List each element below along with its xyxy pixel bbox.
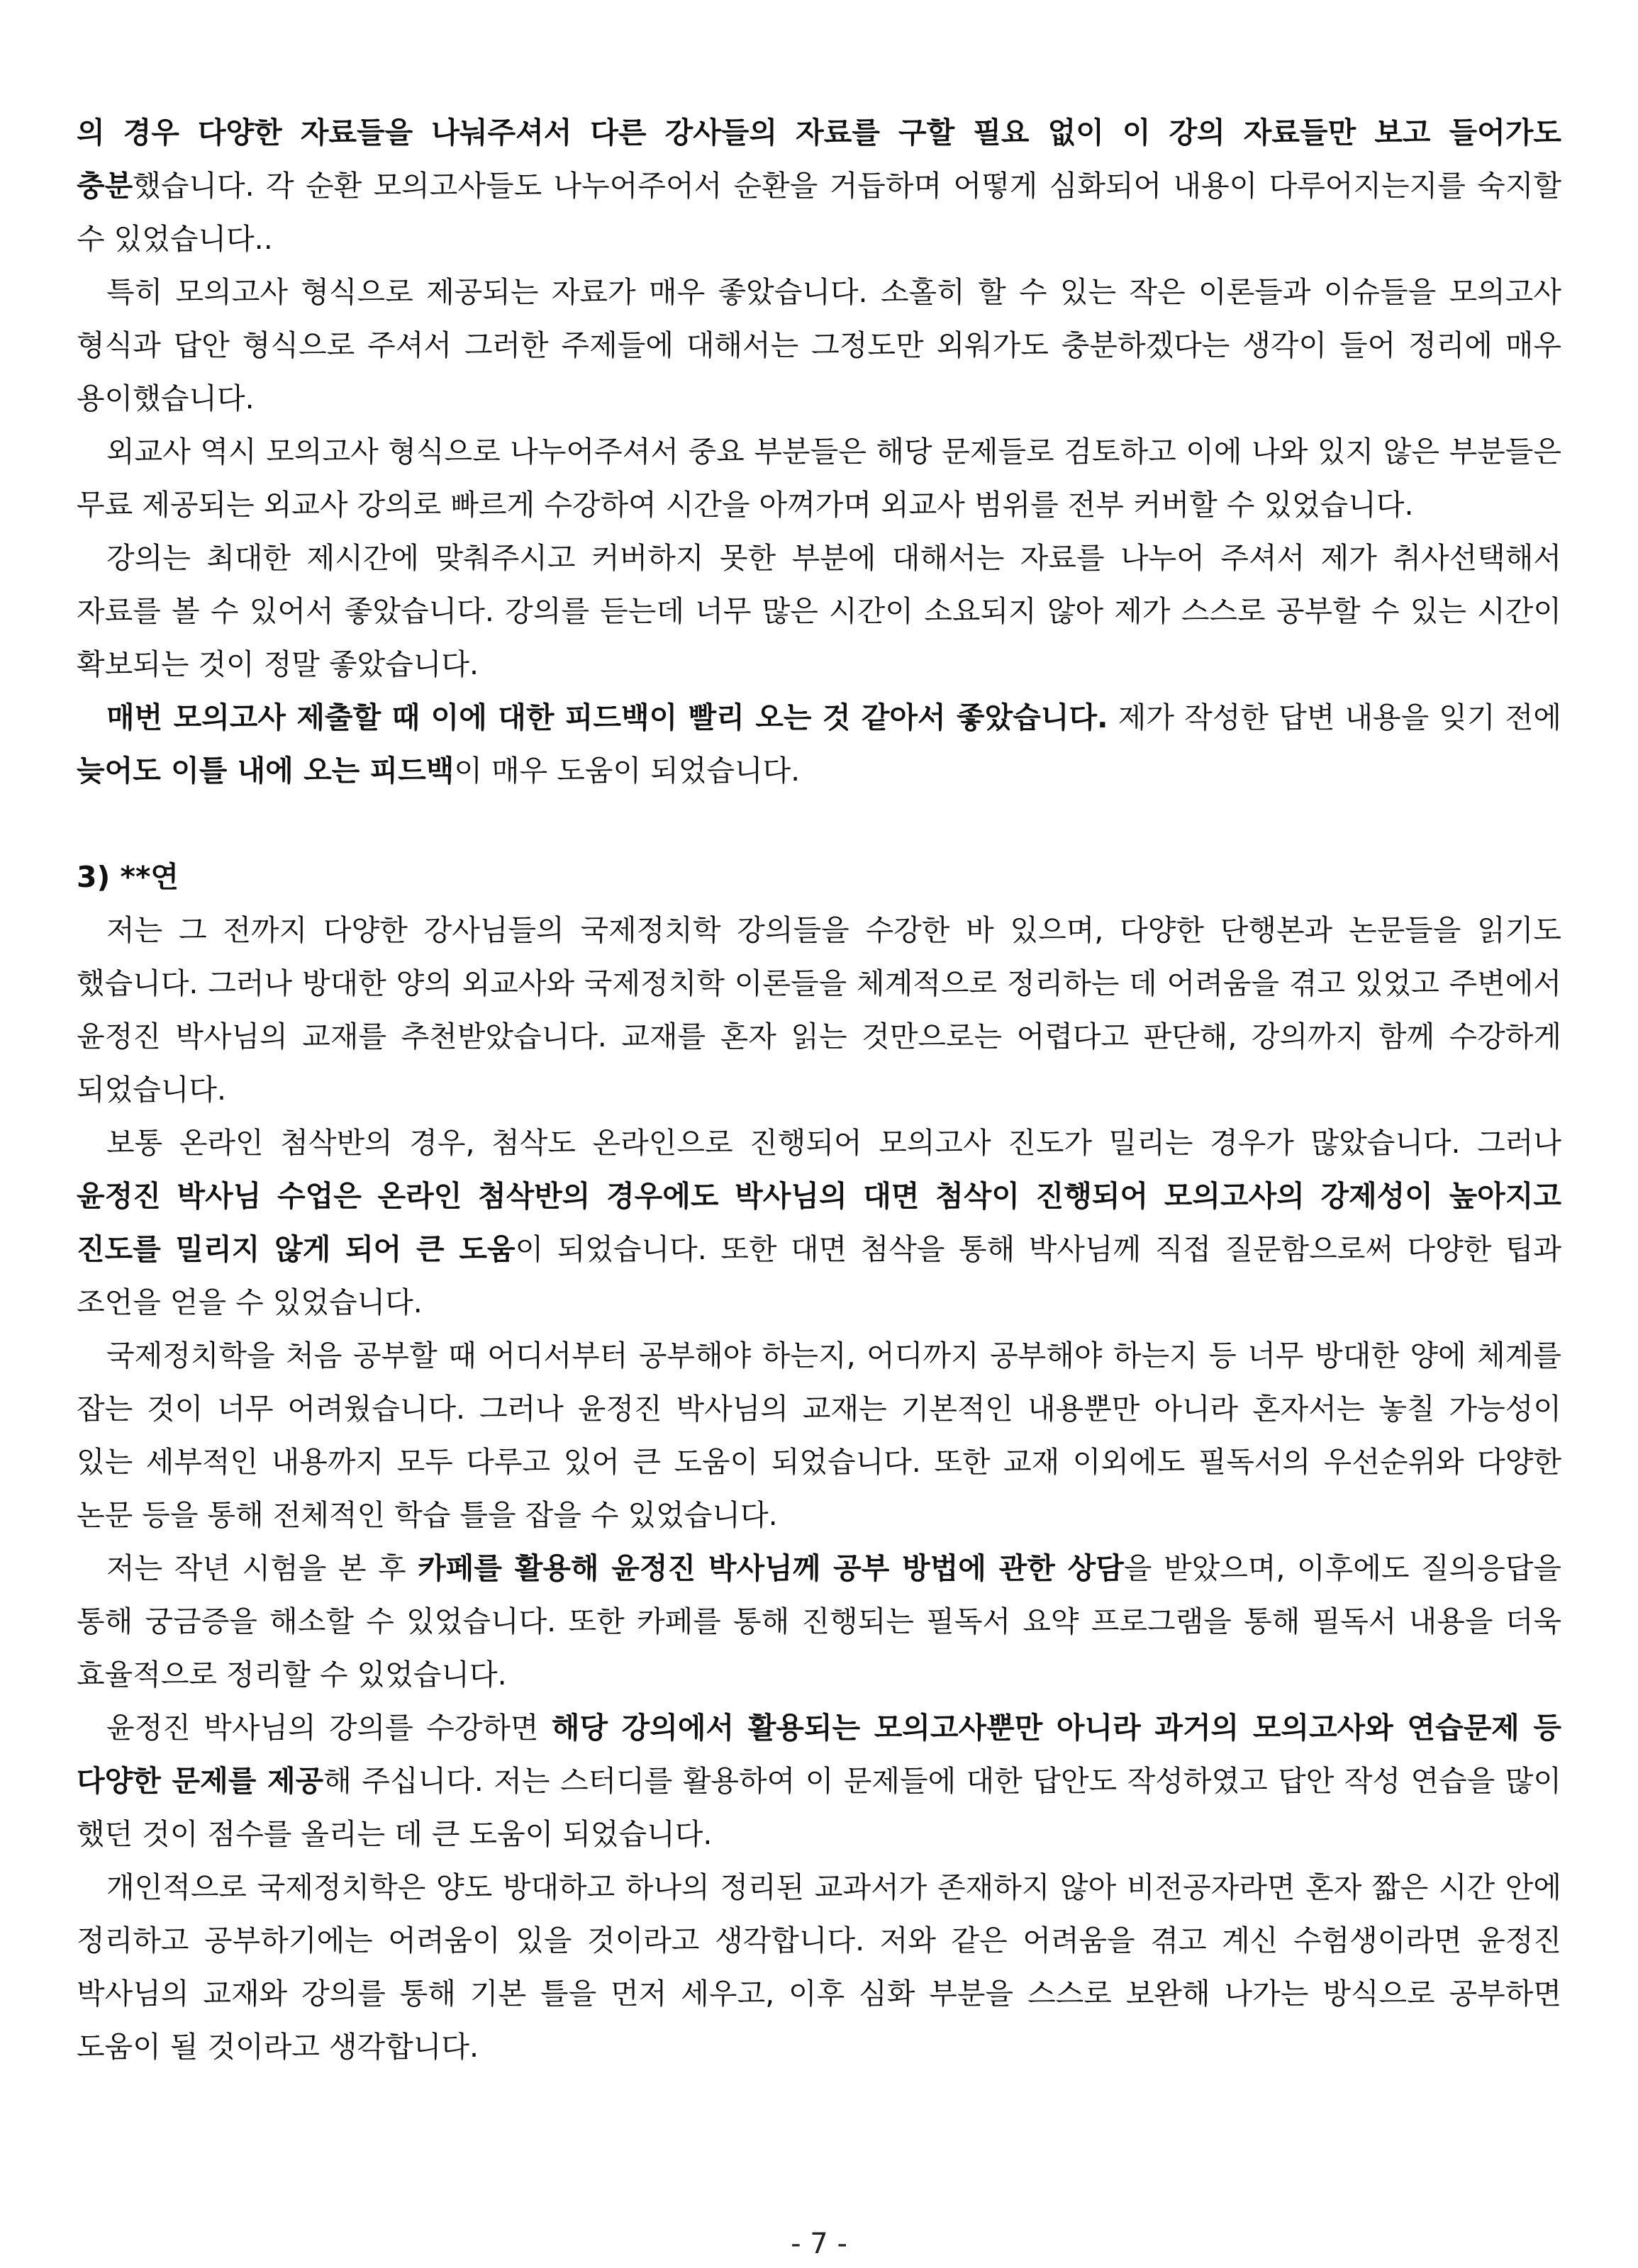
paragraph — [77, 691, 1561, 798]
bold-text: 윤정진 박사님 수업은 온라인 첨삭반의 경우에도 박사님의 대면 첨삭이 진행되어 모의고사의 강제성이 높아지고 진도를 밀리지 않게 되어 큰 도움 — [77, 1179, 1561, 1266]
paragraph-text: 저는 작년 시험을 본 후 — [106, 1551, 418, 1585]
paragraph-text: 제가 작성한 답변 내용을 잊기 전에 — [1108, 700, 1561, 734]
section-heading: 3) **연 — [77, 860, 179, 894]
bold-text: 카페를 활용해 윤정진 박사님께 공부 방법에 관한 상담 — [418, 1551, 1124, 1585]
bold-text: 의 경우 다양한 자료들을 나눠주셔서 다른 강사들의 자료를 구할 필요 없이 이 강의 자료들만 보고 들어가도 충분 — [77, 116, 1561, 203]
paragraph — [77, 1117, 1561, 1329]
paragraph: 개인적으로 국제정치학은 양도 방대하고 하나의 정리된 교과서가 존재하지 않아 비전공자라면 혼자 짧은 시간 안에 정리하고 공부하기에는 어려움이 있을 것이라고 생각합니다. 저와 같은 어려움을 겪고 계신 수험생이라면 윤정진 박사님의 교재와 강의를 통해 기본 틀을 먼저 세우고, 이후 심화 부분을 스스로 보완해 나가는 방식으로 공부하면 도움이 될 것이라고 생각합니다. — [77, 1870, 1561, 2064]
paragraph — [77, 106, 1561, 266]
paragraph: 특히 모의고사 형식으로 제공되는 자료가 매우 좋았습니다. 소홀히 할 수 있는 작은 이론들과 이슈들을 모의고사 형식과 답안 형식으로 주셔서 그러한 주제들에 대해서는 그정도만 외워가도 충분하겠다는 생각이 들어 정리에 매우 용이했습니다. — [77, 275, 1561, 415]
bold-text: 해당 강의에서 활용되는 모의고사뿐만 아니라 과거의 모의고사와 연습문제 등 다양한 문제를 제공 — [77, 1711, 1561, 1798]
paragraph-text: 을 받았으며, 이후에도 질의응답을 통해 궁금증을 해소할 수 있었습니다. 또한 카페를 통해 진행되는 필독서 요약 프로그램을 통해 필독서 내용을 더욱 효율적으로 정리할 수 있었습니다. — [77, 1551, 1561, 1692]
paragraph-text: 이 매우 도움이 되었습니다. — [454, 754, 801, 788]
paragraph — [77, 1702, 1561, 1861]
bold-text: 매번 모의고사 제출할 때 이에 대한 피드백이 빨리 오는 것 같아서 좋았습니다. — [106, 700, 1108, 734]
bold-text: 늦어도 이틀 내에 오는 피드백 — [77, 754, 455, 788]
page-number: - 7 - — [791, 2228, 847, 2260]
paragraph-text: 보통 온라인 첨삭반의 경우, 첨삭도 온라인으로 진행되어 모의고사 진도가 밀리는 경우가 많았습니다. 그러나 — [106, 1126, 1561, 1160]
paragraph-text: 했습니다. 각 순환 모의고사들도 나누어주어서 순환을 거듭하며 어떻게 심화되어 내용이 다루어지는지를 숙지할 수 있었습니다.. — [77, 169, 1561, 256]
paragraph — [77, 1542, 1561, 1702]
paragraph: 강의는 최대한 제시간에 맞춰주시고 커버하지 못한 부분에 대해서는 자료를 나누어 주셔서 제가 취사선택해서 자료를 볼 수 있어서 좋았습니다. 강의를 듣는데 너무 많은 시간이 소요되지 않아 제가 스스로 공부할 수 있는 시간이 확보되는 것이 정말 좋았습니다. — [77, 541, 1561, 681]
paragraph-text: 이 되었습니다. 또한 대면 첨삭을 통해 박사님께 직접 질문함으로써 다양한 팁과 조언을 얻을 수 있었습니다. — [77, 1232, 1562, 1319]
paragraph: 저는 그 전까지 다양한 강사님들의 국제정치학 강의들을 수강한 바 있으며, 다양한 단행본과 논문들을 읽기도 했습니다. 그러나 방대한 양의 외교사와 국제정치학 이론들을 체계적으로 정리하는 데 어려움을 겪고 있었고 주변에서 윤정진 박사님의 교재를 추천받았습니다. 교재를 혼자 읽는 것만으로는 어렵다고 판단해, 강의까지 함께 수강하게 되었습니다. — [77, 913, 1561, 1107]
paragraph: 국제정치학을 처음 공부할 때 어디서부터 공부해야 하는지, 어디까지 공부해야 하는지 등 너무 방대한 양에 체계를 잡는 것이 너무 어려웠습니다. 그러나 윤정진 박사님의 교재는 기본적인 내용뿐만 아니라 혼자서는 놓칠 가능성이 있는 세부적인 내용까지 모두 다루고 있어 큰 도움이 되었습니다. 또한 교재 이외에도 필독서의 우선순위와 다양한 논문 등을 통해 전체적인 학습 틀을 잡을 수 있었습니다. — [77, 1339, 1561, 1532]
paragraph-text: 윤정진 박사님의 강의를 수강하면 — [106, 1711, 552, 1745]
paragraph: 외교사 역시 모의고사 형식으로 나누어주셔서 중요 부분들은 해당 문제들로 검토하고 이에 나와 있지 않은 부분들은 무료 제공되는 외교사 강의로 빠르게 수강하여 시간을 아껴가며 외교사 범위를 전부 커버할 수 있었습니다. — [77, 435, 1561, 522]
paragraph-text: 해 주십니다. 저는 스터디를 활용하여 이 문제들에 대한 답안도 작성하였고 답안 작성 연습을 많이 했던 것이 점수를 올리는 데 큰 도움이 되었습니다. — [77, 1764, 1561, 1851]
document-page — [77, 106, 1561, 2074]
